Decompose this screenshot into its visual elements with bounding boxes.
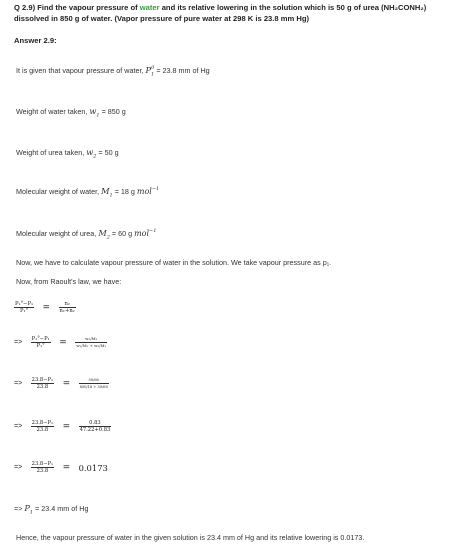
eq1-equals: =	[42, 302, 51, 313]
eq4-equals: =	[62, 421, 71, 432]
final-value: = 23.4 mm of Hg	[35, 504, 89, 513]
eq4-arrow: =>	[14, 423, 23, 431]
eq4-rhs: $\frac{0.83}{47.22+0.83}$	[79, 420, 111, 434]
urea-value: = 50 g	[98, 148, 119, 157]
final-symbol: $P_1$	[24, 503, 34, 516]
answer-label: Answer 2.9:	[14, 36, 57, 45]
water-molecular-weight	[16, 186, 159, 199]
eq3-lhs: $\frac{\text{23.8−P₁}}{23.8}$	[31, 377, 54, 391]
eq2-equals: =	[59, 337, 67, 348]
urea-molecular-weight	[16, 228, 156, 241]
raoult-text: Now, from Raoult's law, we have:	[16, 277, 122, 286]
eq4-lhs: $\frac{\text{23.8−P₁}}{23.8}$	[31, 420, 54, 434]
mw1-unit: mol$^{-1}$	[136, 186, 160, 196]
eq5-equals: =	[62, 462, 71, 473]
equation-4	[14, 418, 111, 436]
mw1-value: = 18 g	[114, 187, 135, 196]
eq5-arrow: =>	[14, 464, 23, 472]
urea-weight	[16, 147, 119, 160]
question-text	[14, 3, 459, 24]
water-weight	[16, 106, 126, 119]
mw2-symbol: $M_2$	[98, 228, 110, 241]
given-symbol: $P_1^0$	[145, 65, 155, 78]
mw1-text: Molecular weight of water,	[16, 187, 100, 196]
equation-2	[14, 334, 107, 352]
conclusion-text: Hence, the vapour pressure of water in the given solution is 23.4 mm of Hg and its relative lowering is 0.0173.	[16, 533, 365, 542]
given-value: = 23.8 mm of Hg	[156, 66, 210, 75]
eq1-rhs: $\frac{\text{n₂}}{\text{n₁+n₂}}$	[59, 301, 75, 315]
calc-text: Now, we have to calculate vapour pressure of water in the solution. We take vapour pressure as p₁.	[16, 258, 332, 267]
eq2-lhs: $\frac{\text{P₁°−P₁}}{\text{P₁°}}$	[31, 336, 50, 350]
question-suffix: and its relative lowering in the solution which is 50 g of urea (NH₂CONH₂) dissolved in 850 g of water. (Vapor pressure of pure water at 298 K is 23.8 mm Hg)	[14, 3, 427, 23]
eq3-rhs: $\frac{50/60}{850/18 + 50/60}$	[79, 378, 108, 390]
urea-symbol: $w_2$	[86, 147, 97, 160]
mw2-value: = 60 g	[111, 229, 133, 238]
equation-1	[14, 299, 76, 317]
eq2-rhs: $\frac{\text{w₂/M₂}}{\text{w₁/M₁ + w₂/M₂}}$	[76, 336, 107, 349]
urea-text: Weight of urea taken,	[16, 148, 85, 157]
given-vapour-pressure	[16, 65, 210, 78]
question-highlight-link[interactable]: water	[139, 3, 160, 12]
mw1-symbol: $M_1$	[101, 186, 113, 199]
final-arrow: =>	[14, 504, 23, 513]
water-symbol: $w_1$	[89, 106, 100, 119]
eq1-lhs: $\frac{\text{P₁°−P₁}}{\text{P₁°}}$	[15, 301, 34, 315]
eq3-equals: =	[62, 378, 71, 389]
final-vapour-pressure	[14, 503, 88, 516]
equation-5	[14, 459, 108, 477]
water-value: = 850 g	[101, 107, 126, 116]
eq3-arrow: =>	[14, 380, 23, 388]
mw2-unit: mol$^{-1}$	[134, 228, 157, 238]
eq5-result: 0.0173	[78, 462, 108, 473]
equation-3	[14, 375, 109, 393]
eq5-lhs: $\frac{\text{23.8−P₁}}{23.8}$	[31, 461, 54, 475]
question-prefix: Q 2.9) Find the vapour pressure of	[14, 3, 140, 12]
given-text: It is given that vapour pressure of water,	[16, 66, 144, 75]
eq2-arrow: =>	[14, 339, 23, 347]
mw2-text: Molecular weight of urea,	[16, 229, 97, 238]
water-text: Weight of water taken,	[16, 107, 88, 116]
